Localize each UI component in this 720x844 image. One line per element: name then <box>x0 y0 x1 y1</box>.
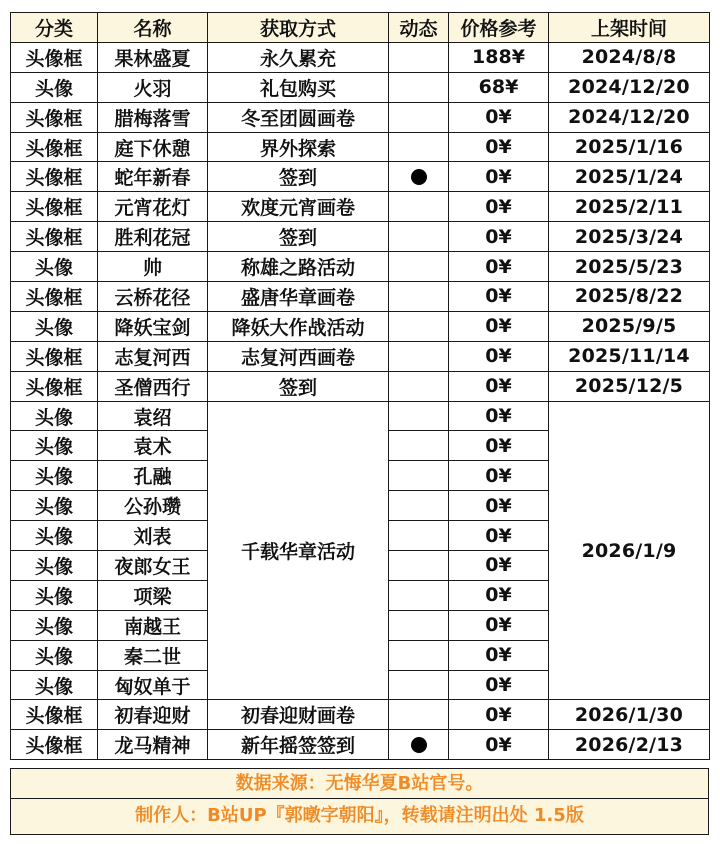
category-cell: 头像 <box>11 670 98 700</box>
price-cell: 0¥ <box>449 341 549 371</box>
method-cell: 礼包购买 <box>208 72 389 102</box>
header-method: 获取方式 <box>208 13 389 43</box>
method-cell: 志复河西画卷 <box>208 341 389 371</box>
category-cell: 头像框 <box>11 102 98 132</box>
group-method-cell: 千载华章活动 <box>208 401 389 700</box>
name-cell: 初春迎财 <box>98 700 208 730</box>
date-cell: 2025/11/14 <box>549 341 710 371</box>
header-row <box>11 13 710 43</box>
frame-list-sheet <box>10 12 709 835</box>
price-cell: 0¥ <box>449 521 549 551</box>
category-cell: 头像框 <box>11 730 98 760</box>
table-row <box>11 192 710 222</box>
dynamic-cell <box>389 162 449 192</box>
table-row <box>11 700 710 730</box>
price-cell: 0¥ <box>449 102 549 132</box>
name-cell: 蛇年新春 <box>98 162 208 192</box>
name-cell: 云桥花径 <box>98 282 208 312</box>
dynamic-cell <box>389 252 449 282</box>
dynamic-cell <box>389 132 449 162</box>
dynamic-cell <box>389 401 449 431</box>
price-cell: 0¥ <box>449 222 549 252</box>
price-cell: 68¥ <box>449 72 549 102</box>
table-row <box>11 730 710 760</box>
name-cell: 火羽 <box>98 72 208 102</box>
price-cell: 0¥ <box>449 580 549 610</box>
price-cell: 0¥ <box>449 401 549 431</box>
name-cell: 龙马精神 <box>98 730 208 760</box>
category-cell: 头像框 <box>11 132 98 162</box>
frame-list-table <box>10 12 710 760</box>
price-cell: 0¥ <box>449 192 549 222</box>
method-cell: 盛唐华章画卷 <box>208 282 389 312</box>
category-cell: 头像框 <box>11 192 98 222</box>
name-cell: 秦二世 <box>98 640 208 670</box>
dynamic-cell <box>389 282 449 312</box>
date-cell: 2026/2/13 <box>549 730 710 760</box>
name-cell: 志复河西 <box>98 341 208 371</box>
name-cell: 公孙瓒 <box>98 491 208 521</box>
name-cell: 袁术 <box>98 431 208 461</box>
name-cell: 南越王 <box>98 610 208 640</box>
name-cell: 庭下休憩 <box>98 132 208 162</box>
dynamic-cell <box>389 192 449 222</box>
price-cell: 0¥ <box>449 491 549 521</box>
price-cell: 0¥ <box>449 282 549 312</box>
dynamic-cell <box>389 521 449 551</box>
date-cell: 2025/8/22 <box>549 282 710 312</box>
date-cell: 2025/2/11 <box>549 192 710 222</box>
price-cell: 0¥ <box>449 311 549 341</box>
dynamic-cell <box>389 640 449 670</box>
table-row <box>11 341 710 371</box>
method-cell: 永久累充 <box>208 42 389 72</box>
dynamic-cell <box>389 311 449 341</box>
table-row <box>11 132 710 162</box>
date-cell: 2025/3/24 <box>549 222 710 252</box>
category-cell: 头像 <box>11 521 98 551</box>
category-cell: 头像 <box>11 610 98 640</box>
name-cell: 胜利花冠 <box>98 222 208 252</box>
price-cell: 0¥ <box>449 551 549 581</box>
price-cell: 0¥ <box>449 371 549 401</box>
date-cell: 2025/9/5 <box>549 311 710 341</box>
method-cell: 降妖大作战活动 <box>208 311 389 341</box>
category-cell: 头像框 <box>11 222 98 252</box>
header-date: 上架时间 <box>549 13 710 43</box>
author-credit: 制作人：B站UP『郭暾字朝阳』，转载请注明出处 1.5版 <box>10 798 709 835</box>
name-cell: 帅 <box>98 252 208 282</box>
price-cell: 0¥ <box>449 670 549 700</box>
name-cell: 刘表 <box>98 521 208 551</box>
dynamic-cell <box>389 491 449 521</box>
dynamic-cell <box>389 42 449 72</box>
date-cell: 2026/1/30 <box>549 700 710 730</box>
header-dynamic: 动态 <box>389 13 449 43</box>
group-date-cell: 2026/1/9 <box>549 401 710 700</box>
price-cell: 0¥ <box>449 162 549 192</box>
category-cell: 头像 <box>11 431 98 461</box>
date-cell: 2025/5/23 <box>549 252 710 282</box>
data-source-note: 数据来源：无悔华夏B站官号。 <box>10 768 709 800</box>
price-cell: 0¥ <box>449 431 549 461</box>
table-row <box>11 162 710 192</box>
name-cell: 匈奴单于 <box>98 670 208 700</box>
dynamic-cell <box>389 580 449 610</box>
header-category: 分类 <box>11 13 98 43</box>
dynamic-cell <box>389 341 449 371</box>
category-cell: 头像 <box>11 461 98 491</box>
animated-indicator-icon <box>411 737 427 753</box>
category-cell: 头像框 <box>11 341 98 371</box>
date-cell: 2025/12/5 <box>549 371 710 401</box>
dynamic-cell <box>389 371 449 401</box>
price-cell: 0¥ <box>449 252 549 282</box>
table-row <box>11 371 710 401</box>
price-cell: 0¥ <box>449 640 549 670</box>
date-cell: 2024/12/20 <box>549 102 710 132</box>
date-cell: 2024/8/8 <box>549 42 710 72</box>
category-cell: 头像 <box>11 580 98 610</box>
method-cell: 签到 <box>208 222 389 252</box>
method-cell: 称雄之路活动 <box>208 252 389 282</box>
dynamic-cell <box>389 610 449 640</box>
method-cell: 冬至团圆画卷 <box>208 102 389 132</box>
dynamic-cell <box>389 102 449 132</box>
table-row <box>11 72 710 102</box>
dynamic-cell <box>389 461 449 491</box>
name-cell: 孔融 <box>98 461 208 491</box>
category-cell: 头像 <box>11 72 98 102</box>
name-cell: 腊梅落雪 <box>98 102 208 132</box>
category-cell: 头像 <box>11 401 98 431</box>
dynamic-cell <box>389 551 449 581</box>
price-cell: 0¥ <box>449 132 549 162</box>
category-cell: 头像框 <box>11 42 98 72</box>
name-cell: 项梁 <box>98 580 208 610</box>
name-cell: 圣僧西行 <box>98 371 208 401</box>
price-cell: 0¥ <box>449 730 549 760</box>
header-name: 名称 <box>98 13 208 43</box>
date-cell: 2025/1/24 <box>549 162 710 192</box>
dynamic-cell <box>389 700 449 730</box>
category-cell: 头像 <box>11 491 98 521</box>
name-cell: 袁绍 <box>98 401 208 431</box>
animated-indicator-icon <box>411 169 427 185</box>
dynamic-cell <box>389 222 449 252</box>
header-price: 价格参考 <box>449 13 549 43</box>
name-cell: 果林盛夏 <box>98 42 208 72</box>
category-cell: 头像框 <box>11 282 98 312</box>
date-cell: 2024/12/20 <box>549 72 710 102</box>
method-cell: 签到 <box>208 162 389 192</box>
category-cell: 头像 <box>11 640 98 670</box>
category-cell: 头像框 <box>11 162 98 192</box>
name-cell: 夜郎女王 <box>98 551 208 581</box>
category-cell: 头像框 <box>11 700 98 730</box>
category-cell: 头像 <box>11 252 98 282</box>
method-cell: 初春迎财画卷 <box>208 700 389 730</box>
method-cell: 新年摇签签到 <box>208 730 389 760</box>
price-cell: 0¥ <box>449 610 549 640</box>
table-row <box>11 222 710 252</box>
dynamic-cell <box>389 431 449 461</box>
dynamic-cell <box>389 72 449 102</box>
table-row <box>11 102 710 132</box>
category-cell: 头像 <box>11 551 98 581</box>
dynamic-cell <box>389 730 449 760</box>
name-cell: 降妖宝剑 <box>98 311 208 341</box>
method-cell: 界外探索 <box>208 132 389 162</box>
price-cell: 0¥ <box>449 461 549 491</box>
table-row <box>11 42 710 72</box>
table-row <box>11 401 710 431</box>
price-cell: 0¥ <box>449 700 549 730</box>
dynamic-cell <box>389 670 449 700</box>
date-cell: 2025/1/16 <box>549 132 710 162</box>
table-row <box>11 311 710 341</box>
name-cell: 元宵花灯 <box>98 192 208 222</box>
table-row <box>11 252 710 282</box>
table-row <box>11 282 710 312</box>
method-cell: 签到 <box>208 371 389 401</box>
price-cell: 188¥ <box>449 42 549 72</box>
category-cell: 头像框 <box>11 371 98 401</box>
category-cell: 头像 <box>11 311 98 341</box>
method-cell: 欢度元宵画卷 <box>208 192 389 222</box>
